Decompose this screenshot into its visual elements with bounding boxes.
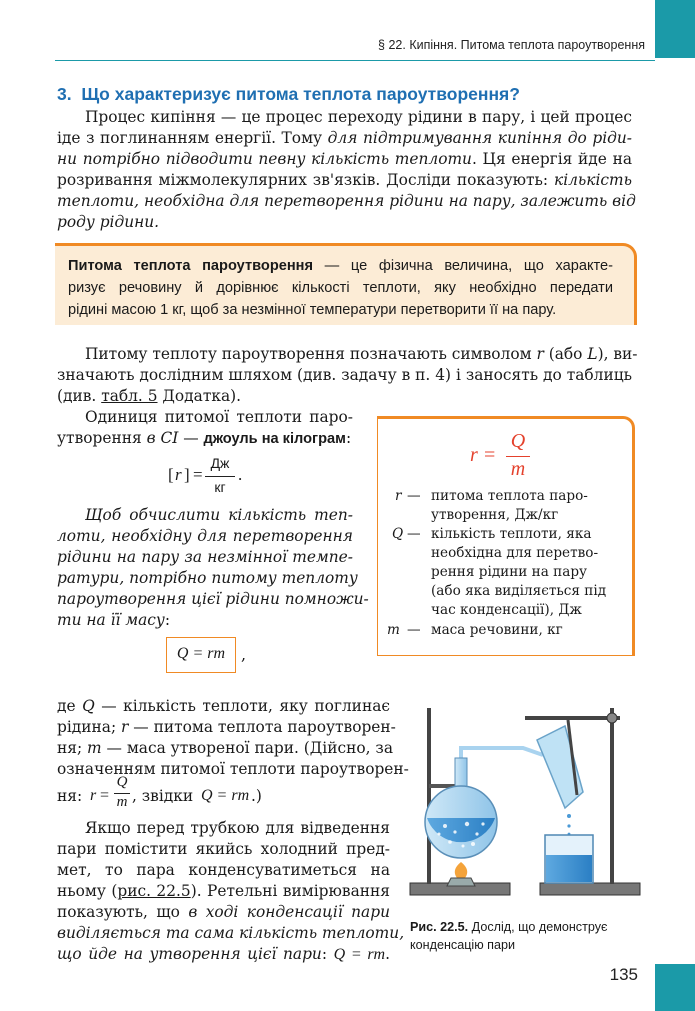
legend-text: необхідна для перетво- <box>431 545 599 561</box>
unit-numerator: Дж <box>210 455 230 471</box>
intro-line-6: роду рідини. <box>57 213 160 231</box>
legend-item <box>385 525 630 621</box>
legend-text: рення рідини на пару <box>431 564 588 580</box>
condensation-paragraph <box>57 818 405 965</box>
symbol-line-3: (див. табл. 5 Додатка). <box>57 387 242 405</box>
figure-caption-line-1: Дослід, що демонструє <box>468 920 608 934</box>
legend-item <box>385 621 630 641</box>
intro-paragraph <box>57 107 636 233</box>
legend-symbol: r <box>395 488 402 504</box>
legend-text: кількість теплоти, яка <box>431 526 592 542</box>
definition-term: Питома теплота пароутворення <box>68 258 313 274</box>
definition-line-2: ризує речовину й дорівнює кількості теплоти, яку необхідно передати <box>68 280 613 296</box>
units-line-2: утворення в СІ — джоуль на кілограм: <box>57 429 352 447</box>
calc-line-4: ратури, потрібно питому теплоту <box>57 569 358 587</box>
inline-denominator: m <box>116 794 128 810</box>
ref-formula-bar <box>506 456 530 457</box>
calc-line-1: Щоб обчислити кількість теп- <box>85 506 353 524</box>
variables-line-1: де Q — кількість теплоти, яку поглинає <box>57 697 390 715</box>
calc-line-6: ти на її масу: <box>57 611 171 629</box>
definition-text <box>68 255 613 321</box>
cold-object <box>537 726 583 808</box>
section-number: 3. <box>57 84 72 104</box>
legend-text: час конденсації), Дж <box>431 602 582 618</box>
legend-item <box>385 487 630 525</box>
condensation-line-7: що йде на утворення цієї пари: Q = rm. <box>57 945 391 963</box>
calc-paragraph <box>57 505 369 631</box>
ref-formula-denominator: m <box>510 458 526 480</box>
legend-dash: — <box>407 622 421 638</box>
right-stand-rod <box>610 708 614 884</box>
left-stand-rod <box>427 708 431 884</box>
figure-caption <box>410 918 640 954</box>
main-formula: Q = rm <box>176 645 226 662</box>
running-title: § 22. Кипіння. Питома теплота пароутворення <box>378 38 645 52</box>
units-paragraph <box>57 407 353 450</box>
figure-illustration <box>405 700 645 900</box>
right-stand-base <box>540 883 640 895</box>
definition-line-3: рідині масою 1 кг, щоб за незмінної температури перетворити її на пару. <box>68 302 557 318</box>
calc-line-5: пароутворення цієї рідини помножи- <box>57 590 369 608</box>
ref-formula <box>470 430 550 482</box>
calc-line-2: лоти, необхідну для перетворення <box>57 527 353 545</box>
legend-text: (або яка виділяється під <box>431 583 607 599</box>
unit-bracket-left: [ <box>168 465 174 484</box>
intro-line-2: іде з поглинанням енергії. Тому для підтримування кипіння до ріди- <box>57 129 632 147</box>
variables-paragraph <box>57 696 409 780</box>
condensation-line-6: виділяється та сама кількість теплоти, <box>57 924 405 942</box>
inline-numerator: Q <box>116 774 128 790</box>
definition-line-1: Питома теплота пароутворення — це фізична величина, що характе- <box>68 258 613 274</box>
ref-formula-equals: = <box>484 444 496 466</box>
ref-formula-numerator: Q <box>510 430 526 452</box>
page-number: 135 <box>609 965 638 984</box>
ref-formula-lhs: r <box>470 444 478 466</box>
symbol-paragraph <box>57 344 638 407</box>
condensation-line-2: пари помістити якийсь холодний пред- <box>57 840 390 858</box>
figure-link[interactable]: рис. 22.5 <box>117 882 191 900</box>
legend-text: маса речовини, кг <box>431 622 563 638</box>
legend-symbol: m <box>387 622 400 638</box>
variables-line-2: рідина; r — питома теплота пароутворен- <box>57 718 396 736</box>
legend-text: утворення, Дж/кг <box>431 507 559 523</box>
section-heading <box>57 84 520 105</box>
figure-label: Рис. 22.5. <box>410 920 469 934</box>
ref-legend <box>385 487 630 641</box>
right-cross-bar <box>525 716 620 720</box>
beaker-water <box>546 855 592 882</box>
burner-body <box>447 878 475 886</box>
flask-neck <box>455 758 467 788</box>
bottom-corner-tab <box>655 964 695 1011</box>
intro-line-3: ни потрібно підводити певну кількість теплоти. Ця енергія йде на <box>57 150 632 168</box>
intro-line-4: розривання міжмолекулярних зв'язків. Досліди показують: кількість <box>57 171 632 189</box>
unit-dot: . <box>238 465 243 484</box>
main-formula-comma: , <box>241 645 247 664</box>
burner-flame <box>455 862 468 880</box>
legend-dash: — <box>407 488 421 504</box>
legend-text: питома теплота паро- <box>431 488 588 504</box>
variables-line-4: означенням питомої теплоти пароутворен- <box>57 760 409 778</box>
section-title: Що характеризує питома теплота пароутворення? <box>81 84 520 104</box>
condensation-line-4: ньому (рис. 22.5). Ретельні вимірювання <box>57 882 390 900</box>
top-corner-tab <box>655 0 695 58</box>
unit-fraction-bar <box>205 476 235 477</box>
condensation-line-1: Якщо перед трубкою для відведення <box>85 819 390 837</box>
unit-symbol: r <box>175 465 182 484</box>
variables-line-3: ня; m — маса утвореної пари. (Дійсно, за <box>57 739 393 757</box>
variables-line-5: ня: r = Q m , звідки Q = rm .) <box>57 774 262 810</box>
symbol-line-2: значають дослідним шляхом (див. задачу в п. 4) і заносять до таблиць <box>57 366 632 384</box>
condensation-line-5: показують, що в ході конденсації пари <box>57 903 390 921</box>
header-rule <box>55 60 655 61</box>
figure-caption-line-2: конденсацію пари <box>410 938 516 952</box>
clamp-knob <box>607 713 617 723</box>
table-link[interactable]: табл. 5 <box>101 387 158 405</box>
unit-denominator: кг <box>214 479 226 495</box>
symbol-line-1: Питому теплоту пароутворення позначають символом r (або L), ви- <box>85 345 638 363</box>
intro-line-5: теплоти, необхідна для перетворення рідини на пару, залежить від <box>57 192 636 210</box>
unit-equals: = <box>193 465 203 484</box>
vapour-tube <box>461 748 543 760</box>
units-line-1: Одиниця питомої теплоти паро- <box>85 408 353 426</box>
unit-bracket-right: ] <box>184 465 190 484</box>
legend-symbol: Q <box>392 526 404 542</box>
calc-line-3: рідини на пару за незмінної темпе- <box>57 548 353 566</box>
condensate-drops <box>567 814 571 835</box>
intro-line-1: Процес кипіння — це процес переходу рідини в пару, і цей процес <box>85 108 632 126</box>
legend-dash: — <box>407 526 421 542</box>
condensation-line-3: мет, то пара конденсуватиметься на <box>57 861 390 879</box>
